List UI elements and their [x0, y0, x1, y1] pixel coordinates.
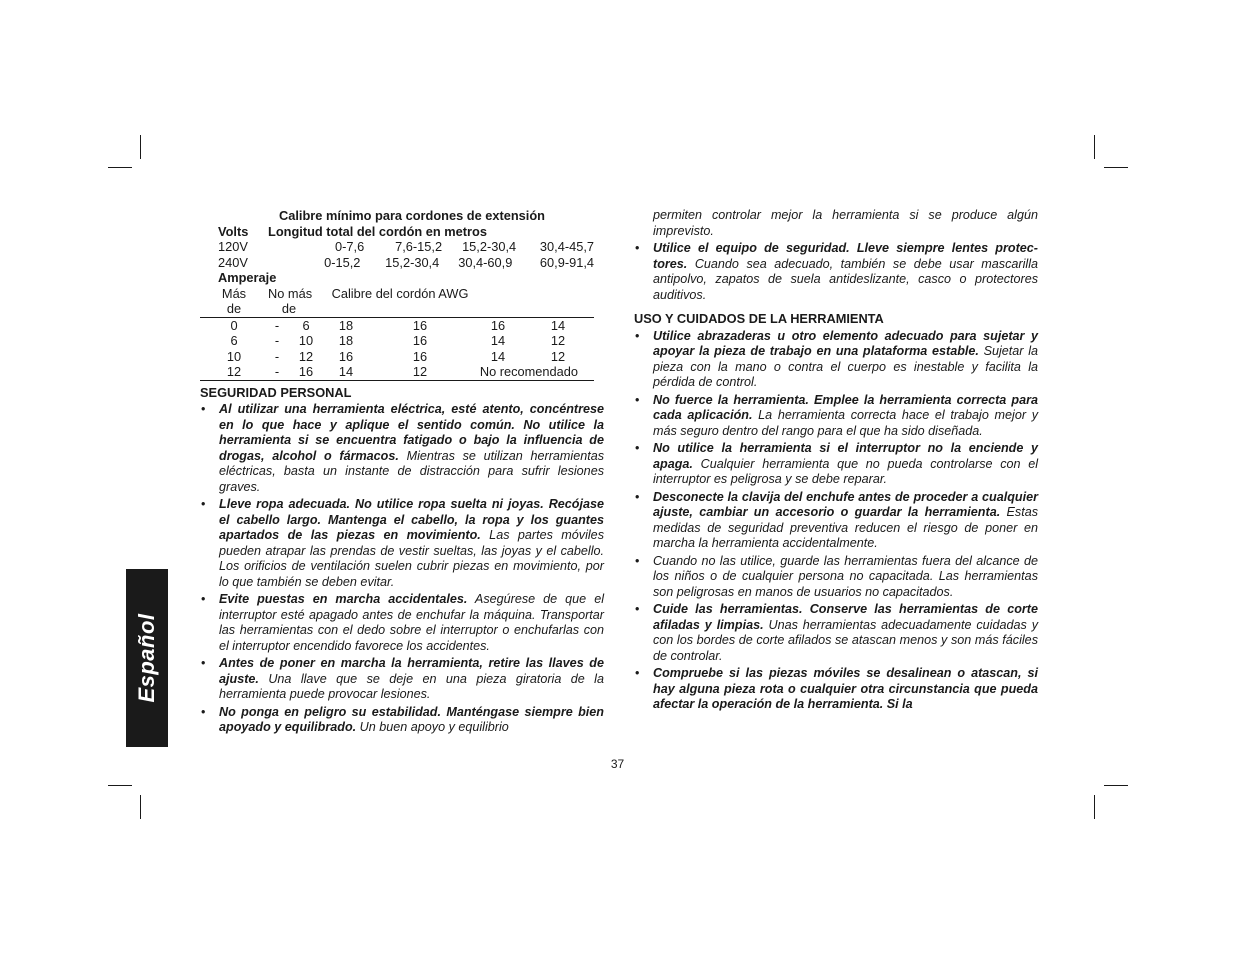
crop-mark [108, 785, 132, 786]
cell-gauge: 14 [490, 348, 506, 364]
cell-to: 16 [286, 364, 326, 380]
cell-gauge: 16 [474, 317, 522, 333]
col-gauge: Calibre del cordón AWG [331, 285, 469, 301]
list-item: • No fuerce la herramienta. Emplee la herramienta correcta para cada aplicación. La herramienta correcta hace el trabajo mejor y más seguro dentro del rango para el que ha sido diseñada. [635, 392, 1038, 438]
cell-dash: - [274, 348, 280, 364]
cell-gauge: 12 [550, 348, 566, 364]
cell-gauge: 14 [490, 333, 506, 348]
language-tab-label: Español [134, 613, 159, 703]
crop-mark [140, 135, 141, 159]
volts-cell: 120V [218, 239, 248, 254]
bullet-icon: • [635, 392, 640, 407]
cell-from: 10 [226, 348, 242, 364]
list-item: • Cuando no las utilice, guarde las herramientas fuera del alcance de los niños o de cualquier persona no capacitada. Las herramientas son peligrosas en manos de usuarios no capacitados. [635, 553, 1038, 599]
col-no-more: No más [268, 285, 313, 301]
list-item: • Compruebe si las piezas móviles se desalinean o atascan, si hay alguna pieza rota o cualquier otra circunstancia que pueda afectar la operación de la herramienta. Si la [635, 666, 1038, 711]
voltage-row [200, 239, 594, 255]
cell-gauge: 12 [550, 333, 566, 348]
cell-gauge: 18 [338, 333, 354, 348]
bullet-icon: • [201, 656, 206, 670]
table-row [200, 333, 594, 349]
range-cell: 30,4-60,9 [458, 254, 513, 270]
list-item: • No ponga en peligro su estabilidad. Manténgase siempre bien apoyado y equilibrado. Un buen apoyo y equilibrio [201, 704, 604, 734]
tool-use-list [634, 329, 1038, 713]
amp-header-row [200, 301, 594, 317]
cell-gauge: 16 [366, 317, 474, 333]
bullet-icon: • [635, 328, 640, 343]
list-item: • Cuide las herramientas. Conserve las herramientas de corte afiladas y limpias. Unas herramientas adecuadamente cuidadas y con los bordes de corte afilados se atascan menos y son más fáciles de controlar. [635, 602, 1038, 663]
personal-safety-list [200, 402, 604, 736]
cell-gauge: 14 [326, 364, 366, 380]
language-tab [126, 569, 168, 747]
voltage-row [200, 255, 594, 271]
range-cell: 15,2-30,4 [385, 254, 440, 270]
crop-mark [1094, 135, 1095, 159]
amp-header-row [200, 286, 594, 302]
range-cell: 15,2-30,4 [462, 239, 517, 254]
cell-to: 6 [286, 317, 326, 333]
table-row [200, 364, 594, 380]
left-column [200, 208, 604, 738]
crop-mark [1104, 785, 1128, 786]
volts-header: Volts [218, 223, 249, 239]
amperage-header: Amperaje [218, 270, 277, 285]
cell-gauge: 12 [366, 364, 474, 380]
cell-to: 10 [298, 333, 314, 348]
col-more-than: de [226, 301, 242, 316]
range-cell: 60,9-91,4 [539, 254, 594, 270]
range-cell: 30,4-45,7 [539, 239, 594, 254]
range-cell: 0-15,2 [324, 254, 361, 270]
cell-to: 12 [298, 348, 314, 364]
cell-gauge-not-recommended: No recomendado [474, 364, 594, 380]
col-no-more: de [281, 301, 297, 316]
cell-gauge: 16 [412, 333, 428, 348]
cell-from: 12 [200, 364, 268, 380]
bullet-icon: • [635, 241, 640, 255]
cell-dash: - [274, 333, 280, 348]
list-item: • Evite puestas en marcha accidentales. Asegúrese de que el interruptor esté apagado antes de enchufar la máquina. Transportar las herramientas con el dedo sobre el interruptor o enchufarlas con el interruptor encendido favorece los accidentes. [201, 592, 604, 653]
bullet-icon: • [201, 402, 206, 416]
crop-mark [108, 167, 132, 168]
bullet-icon: • [635, 666, 640, 680]
table-row [200, 349, 594, 365]
bullet-icon: • [635, 441, 640, 455]
cell-gauge: 14 [522, 317, 594, 333]
list-item: • Lleve ropa adecuada. No utilice ropa suelta ni joyas. Recójase el cabello largo. Mantenga el cabello, la ropa y los guantes apartados de las piezas en movimiento. Las partes móviles pueden atrapar las prendas de vestir sueltas, las joyas y el cabello. Los orificios de ventilación suelen cubrir piezas en movimiento, por lo que también se deben evitar. [201, 497, 604, 589]
cell-from: 6 [230, 333, 238, 348]
table-header-row [200, 224, 594, 240]
col-more-than: Más [221, 285, 247, 301]
bullet-icon: • [201, 497, 206, 511]
right-column [634, 208, 1038, 715]
volts-cell: 240V [218, 254, 248, 270]
list-item: • No utilice la herramienta si el interruptor no la enciende y apaga. Cualquier herramienta que no pueda controlarse con el interruptor es peligrosa y se debe reparar. [635, 441, 1038, 486]
length-header: Longitud total del cordón en metros [268, 223, 487, 239]
bullet-icon: • [201, 704, 206, 719]
list-item: • Utilice el equipo de seguridad. Lleve siempre lentes protectores. Cuando sea adecuado, también se debe usar mascarilla antipolvo, zapatos de suela antideslizante, casco o protectores auditivos. [635, 241, 1038, 302]
cell-from: 0 [200, 317, 268, 333]
range-cell: 0-7,6 [335, 239, 365, 254]
range-cell: 7,6-15,2 [395, 239, 443, 254]
cell-dash: - [268, 364, 286, 380]
cell-dash: - [268, 317, 286, 333]
extension-cord-table [200, 208, 594, 381]
cell-gauge: 18 [326, 317, 366, 333]
table-row [200, 317, 594, 333]
amperage-table [200, 317, 594, 381]
continuation-text: permiten controlar mejor la herramienta si se produce algún imprevisto. [653, 208, 1038, 238]
crop-mark [1104, 167, 1128, 168]
bullet-icon: • [635, 553, 640, 568]
bullet-icon: • [635, 602, 640, 616]
page-number: 37 [610, 757, 625, 771]
crop-mark [1094, 795, 1095, 819]
list-item: • Desconecte la clavija del enchufe antes de proceder a cualquier ajuste, cambiar un accesorio o guardar la herramienta. Estas medidas de seguridad preventiva reducen el riesgo de poner en marcha la herramienta accidentalmente. [635, 489, 1039, 550]
table-title: Calibre mínimo para cordones de extensión [279, 208, 545, 223]
list-item: • Al utilizar una herramienta eléctrica, esté atento, concéntrese en lo que hace y aplique el sentido común. No utilice la herramienta si se encuentra fatigado o bajo la influencia de drogas, alcohol o fármacos. Mientras se utilizan herramientas eléctricas, basta un instante de distracción para sufrir lesiones graves. [201, 402, 604, 494]
bullet-icon: • [635, 489, 640, 504]
crop-mark [140, 795, 141, 819]
cell-gauge: 16 [338, 348, 354, 364]
list-item: • Utilice abrazaderas u otro elemento adecuado para sujetar y apoyar la pieza de trabajo en una plataforma estable. Sujetar la pieza con la mano o contra el cuerpo es inestable y facilita la pérdida de control. [635, 328, 1038, 389]
section-heading-tool-use: USO Y CUIDADOS DE LA HERRAMIENTA [634, 311, 884, 326]
safety-equipment-list [634, 241, 1038, 303]
list-item: • Antes de poner en marcha la herramienta, retire las llaves de ajuste. Una llave que se deje en una pieza giratoria de la herramienta puede provocar lesiones. [201, 656, 604, 701]
cell-gauge: 16 [412, 348, 428, 364]
bullet-icon: • [201, 592, 206, 606]
section-heading-personal-safety: SEGURIDAD PERSONAL [200, 384, 352, 400]
